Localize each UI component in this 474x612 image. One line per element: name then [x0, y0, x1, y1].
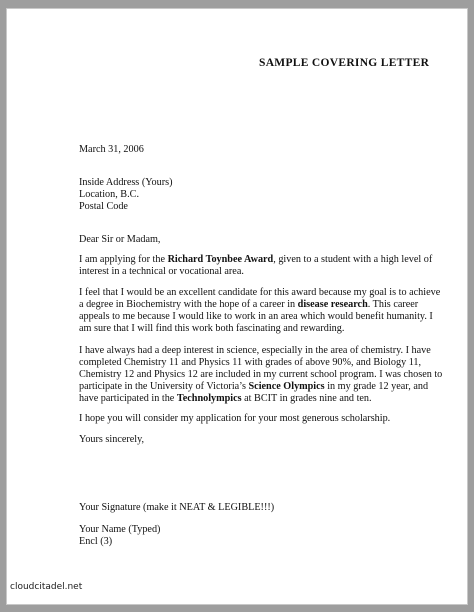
paragraph-3-line-2: completed Chemistry 11 and Physics 11 with grades of above 90%, and Biology 11,	[79, 357, 422, 368]
paragraph-2-line-3: appeals to me because I would like to work in an area which would benefit humanity. I	[79, 311, 433, 322]
paragraph-2-line-2: a degree in Biochemistry with the hope of a career in disease research. This career	[79, 299, 419, 310]
paragraph-4: I hope you will consider my application for your most generous scholarship.	[79, 413, 391, 424]
address-line-1: Inside Address (Yours)	[79, 177, 173, 188]
paragraph-1-line-2: interest in a technical or vocational area.	[79, 266, 244, 277]
letter-title: SAMPLE COVERING LETTER	[259, 57, 430, 69]
typed-name: Your Name (Typed)	[79, 524, 161, 535]
signature-line: Your Signature (make it NEAT & LEGIBLE!!!)	[79, 502, 275, 513]
paragraph-3-line-1: I have always had a deep interest in science, especially in the area of chemistry. I have	[79, 345, 431, 356]
salutation: Dear Sir or Madam,	[79, 234, 161, 245]
paragraph-2-line-4: am sure that I will find this work both fascinating and rewarding.	[79, 323, 345, 334]
letter-page	[6, 8, 468, 605]
address-line-2: Location, B.C.	[79, 189, 139, 200]
letter-date: March 31, 2006	[79, 144, 144, 155]
paragraph-2-line-1: I feel that I would be an excellent candidate for this award because my goal is to achieve	[79, 287, 441, 298]
paragraph-3-line-5: have participated in the Technolympics at BCIT in grades nine and ten.	[79, 393, 372, 404]
paragraph-3-line-4: participate in the University of Victoria’s Science Olympics in my grade 12 year, and	[79, 381, 429, 392]
address-line-3: Postal Code	[79, 201, 128, 212]
watermark: cloudcitadel.net	[10, 582, 83, 592]
enclosures: Encl (3)	[79, 536, 113, 547]
paragraph-1-line-1: I am applying for the Richard Toynbee Award, given to a student with a high level of	[79, 254, 433, 265]
paragraph-3-line-3: Chemistry 12 and Physics 12 are included in my current school program. I was chosen to	[79, 369, 443, 380]
closing: Yours sincerely,	[79, 434, 145, 445]
